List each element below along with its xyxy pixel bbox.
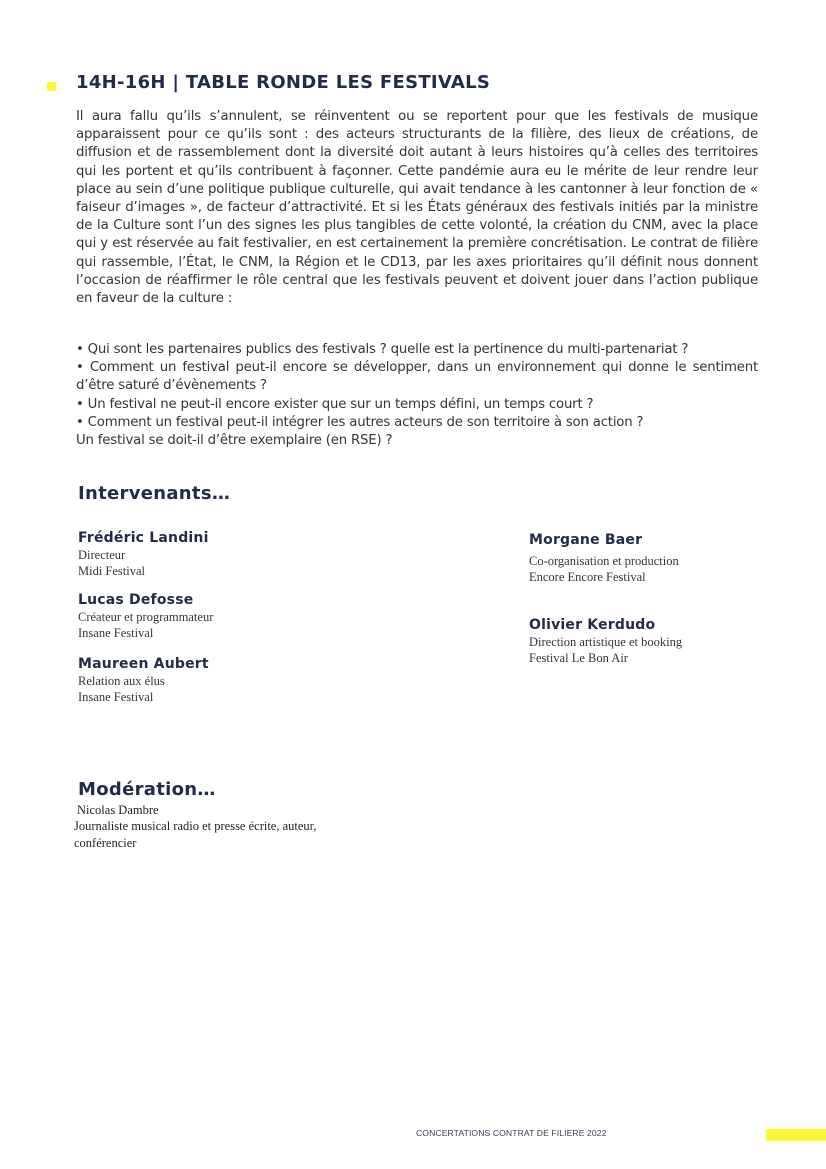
speaker-name: Olivier Kerdudo [529, 617, 656, 633]
speaker-role: Créateur et programmateur [78, 610, 214, 624]
question-item: • Qui sont les partenaires publics des festivals ? quelle est la pertinence du multi-partenariat ? [76, 342, 689, 357]
speaker-organization: Insane Festival [78, 626, 154, 640]
speaker-name: Morgane Baer [529, 532, 643, 548]
moderator-role: Journaliste musical radio et presse écrite, auteur, conférencier [74, 819, 317, 850]
speaker-card [529, 531, 679, 585]
speaker-role: Relation aux élus [78, 674, 165, 688]
question-item: • Comment un festival peut-il intégrer les autres acteurs de son territoire à son action ? [76, 414, 644, 430]
question-item: Un festival se doit-il d’être exemplaire (en RSE) ? [76, 433, 393, 449]
question-item: • Un festival ne peut-il encore exister que sur un temps défini, un temps court ? [76, 396, 594, 412]
speaker-role: Directeur [78, 548, 126, 562]
speaker-name: Lucas Defosse [78, 592, 194, 608]
speaker-organization: Encore Encore Festival [529, 570, 646, 584]
question-item: • Comment un festival peut-il encore se développer, dans un environnement qui donne le sentiment d’être saturé d’évènements ? [76, 360, 758, 394]
intro-paragraph: Il aura fallu qu’ils s’annulent, se réinventent ou se reportent pour que les festivals de musique apparaissent pour ce qu’ils sont : des acteurs structurants de la filière, des lieux de créations, de diffusion et de rassemblement dont la diversité doit autant à leurs histoires qu’à celles des territoires qui les portent et qu’ils contribuent à façonner. Cette pandémie aura eu le mérite de leur rendre leur place au sein d’une politique publique culturelle, qui avait tendance à les cantonner à leur fonction de « faiseur d’images », de facteur d’attractivité. Et si les États généraux des festivals initiés par la ministre de la Culture sont l’un des signes les plus tangibles de cette volonté, la création du CNM, avec la place qui y est réservée au fait festivalier, en est certainement la première concrétisation. Le contrat de filière qui rassemble, l’État, le CNM, la Région et le CD13, par les axes prioritaires qu’il définit nous donnent l’occasion de réaffirmer le rôle central que les festivals peuvent et doivent jouer dans l’action publique en faveur de la culture : [76, 109, 758, 307]
page-title: 14H-16H | TABLE RONDE LES FESTIVALS [76, 72, 491, 93]
title-bullet-marker [47, 82, 56, 91]
speaker-card [529, 616, 682, 666]
footer-text: CONCERTATIONS CONTRAT DE FILIERE 2022 [416, 1128, 607, 1138]
moderation-heading: Modération… [78, 779, 216, 800]
speaker-card [78, 529, 209, 579]
speaker-role: Co-organisation et production [529, 554, 679, 568]
moderator-name: Nicolas Dambre [77, 803, 159, 817]
speaker-organization: Midi Festival [78, 564, 146, 578]
speaker-name: Maureen Aubert [78, 656, 209, 672]
speaker-role: Direction artistique et booking [529, 635, 683, 649]
speakers-heading: Intervenants… [78, 483, 231, 504]
footer-accent-bar [766, 1129, 826, 1141]
speaker-organization: Insane Festival [78, 690, 154, 704]
speaker-card [78, 591, 213, 641]
speaker-card [78, 655, 209, 705]
questions-list [76, 341, 758, 450]
speaker-organization: Festival Le Bon Air [529, 651, 628, 665]
speaker-name: Frédéric Landini [78, 530, 209, 546]
